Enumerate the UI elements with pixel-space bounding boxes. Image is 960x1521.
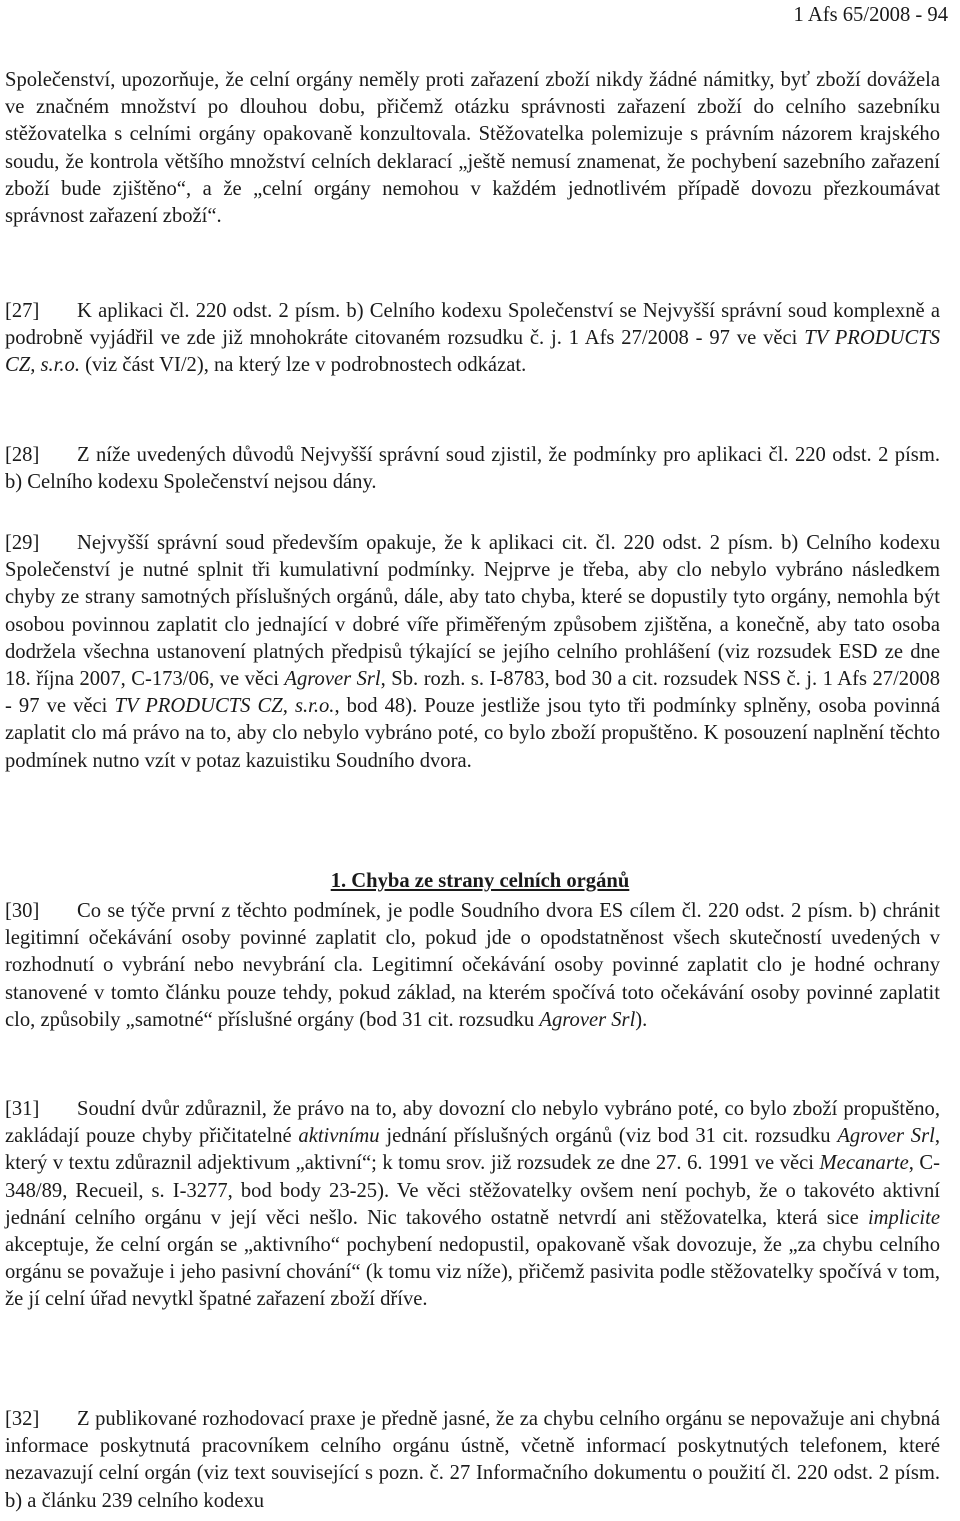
- case-name: Mecanarte: [819, 1152, 909, 1175]
- paragraph-text: Co se týče první z těchto podmínek, je podle Soudního dvora ES cílem čl. 220 odst. 2 písm. b) chránit legitimní očekávání osoby povinné zaplatit clo, pokud jde o opodstatněnost všech skutečností uvedených v rozhodnutí o vybrání nebo nevybrání cla. Legitimní očekávání osoby povinné zaplatit clo je hodné ochrany stanovené v tomto článku pouze tehdy, pokud základ, na kterém spočívá toto očekávání osoby povinné zaplatit clo, způsobily „samotné“ příslušné orgány (bod 31 cit. rozsudku: [5, 900, 940, 1031]
- paragraph-text: (viz část VI/2), na který lze v podrobnostech odkázat.: [79, 354, 527, 377]
- intro-paragraph: Společenství, upozorňuje, že celní orgány neměly proti zařazení zboží nikdy žádné námitky, byť zboží dovážela ve značném množství po dlouhou dobu, přičemž otázku správnosti zařazení zboží do celního sazebníku stěžovatelka s celními orgány opakovaně konzultovala. Stěžovatelka polemizuje s právním názorem krajského soudu, že kontrola většího množství celních deklarací „ještě nemusí znamenat, že pochybení sazebního zařazení zboží bude zjištěno“, a že „celní orgány nemohou v každém jednotlivém případě dovozu přezkoumávat správnost zařazení zboží“.: [5, 69, 940, 228]
- paragraph-text: , bod 48). Pouze jestliže jsou tyto tři podmínky splněny, osoba povinná zaplatit clo má právo na to, aby clo nebylo vybráno poté, co bylo zboží propuštěno. K posouzení naplnění těchto podmínek nutno vzít v potaz kazuistiku Soudního dvora.: [5, 695, 940, 772]
- case-reference: 1 Afs 65/2008 - 94: [793, 4, 948, 26]
- paragraph-27: [5, 298, 940, 380]
- paragraph-text: , který v textu zdůraznil adjektivum „aktivní“; k tomu srov. již rozsudek ze dne 27. 6. 1991 ve věci: [5, 1125, 940, 1175]
- paragraph-text: akceptuje, že celní orgán se „aktivního“ pochybení nedopustil, opakovaně však dovozuje, že „za chybu celního orgánu se považuje i jeho pasivní chování“ (k tomu viz níže), přičemž pasivita podle stěžovatelky spočívá v tom, že jí celní úřad nevytkl špatné zařazení zboží dříve.: [5, 1234, 940, 1311]
- emphasis: aktivnímu: [298, 1125, 380, 1148]
- case-name: Agrover Srl: [539, 1008, 636, 1031]
- paragraph-text: , Sb. rozh. s. I-8783, bod 30 a cit. rozsudek NSS č. j. 1 Afs 27/2008 - 97 ve věci: [5, 668, 940, 718]
- paragraph-number: [27]: [5, 300, 40, 322]
- emphasis: implicite: [867, 1206, 940, 1229]
- paragraph-text: Nejvyšší správní soud především opakuje, že k aplikaci cit. čl. 220 odst. 2 písm. b) Celního kodexu Společenství je nutné splnit tři kumulativní podmínky. Nejprve je třeba, aby clo nebylo vybráno následkem chyby ze strany samotných příslušných orgánů, dále, aby tato chyba, které se dopustily tyto orgány, nemohla být osobou povinnou zaplatit clo jednající v dobré víře přiměřeným způsobem zjištěna, a konečně, aby tato osoba dodržela všechna ustanovení platných předpisů týkající se jejího celního prohlášení (viz rozsudek ESD ze dne 18. října 2007, C-173/06, ve věci: [5, 532, 940, 691]
- paragraph-text: jednání příslušných orgánů (viz bod 31 cit. rozsudku: [379, 1125, 838, 1148]
- paragraph-28: [5, 442, 940, 496]
- section-heading: 1. Chyba ze strany celních orgánů: [330, 870, 630, 892]
- paragraph-30: [5, 898, 940, 1034]
- paragraph-number: [30]: [5, 900, 40, 922]
- paragraph-number: [32]: [5, 1408, 40, 1430]
- paragraph-number: [31]: [5, 1098, 40, 1120]
- paragraph-text: K aplikaci čl. 220 odst. 2 písm. b) Celního kodexu Společenství se Nejvyšší správní soud komplexně a podrobně vyjádřil ve zde již mnohokráte citovaném rozsudku č. j. 1 Afs 27/2008 - 97 ve věci: [5, 300, 940, 350]
- case-name: Agrover Srl: [284, 668, 381, 691]
- case-name: TV PRODUCTS CZ, s.r.o.: [114, 695, 335, 718]
- paragraph-text: ).: [635, 1008, 648, 1031]
- case-name: Agrover Srl: [837, 1125, 935, 1148]
- paragraph-number: [28]: [5, 444, 40, 466]
- case-name: TV PRODUCTS CZ, s.r.o.: [5, 327, 940, 377]
- paragraph-text: Z publikované rozhodovací praxe je předně jasné, že za chybu celního orgánu se nepovažuje ani chybná informace poskytnutá pracovníkem celního orgánu ústně, včetně informací poskytnutých telefonem, které nezavazují celní orgán (viz text související s pozn. č. 27 Informačního dokumentu o použití čl. 220 odst. 2 písm. b) a článku 239 celního kodexu: [5, 1408, 940, 1512]
- paragraph-text: , C-348/89, Recueil, s. I-3277, bod body 23-25). Ve věci stěžovatelky ovšem není pochyb, že o takovéto aktivní jednání celního orgánu v její věci nešlo. Nic takového ostatně netvrdí ani stěžovatelka, která sice: [5, 1152, 940, 1229]
- paragraph-text: Z níže uvedených důvodů Nejvyšší správní soud zjistil, že podmínky pro aplikaci čl. 220 odst. 2 písm. b) Celního kodexu Společenství nejsou dány.: [5, 444, 940, 494]
- paragraph-32: [5, 1406, 940, 1515]
- paragraph-text: Soudní dvůr zdůraznil, že právo na to, aby dovozní clo nebylo vybráno poté, co bylo zboží propuštěno, zakládají pouze chyby přičitatelné: [5, 1098, 940, 1148]
- paragraph-29: [5, 530, 940, 775]
- paragraph-31: [5, 1096, 940, 1314]
- paragraph-number: [29]: [5, 532, 40, 554]
